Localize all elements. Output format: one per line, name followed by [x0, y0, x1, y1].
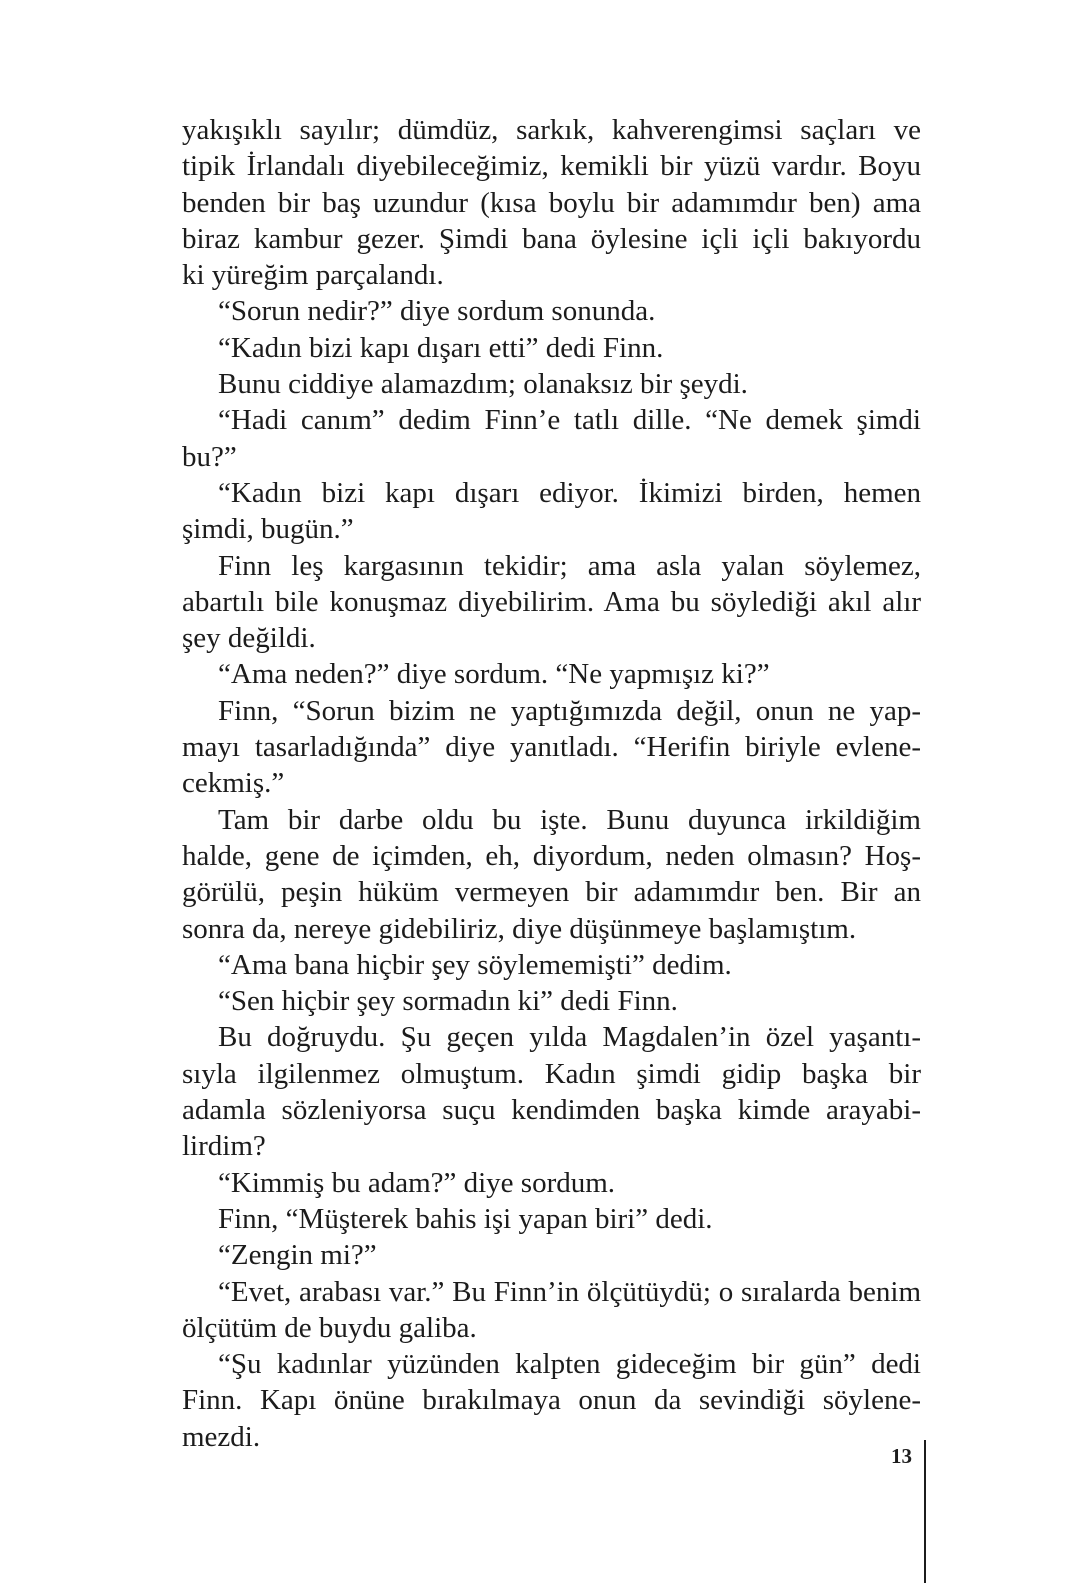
text-line: lirdim?: [182, 1130, 266, 1163]
text-line: Finn leş kargasının tekidir; ama asla yalan söylemez,: [218, 549, 921, 582]
text-line: abartılı bile konuşmaz diyebilirim. Ama bu söylediği akıl alır: [182, 585, 921, 618]
text-line: sıyla ilgilenmez olmuştum. Kadın şimdi gidip başka bir: [182, 1057, 921, 1090]
text-line: Bunu ciddiye alamazdım; olanaksız bir şeydi.: [218, 368, 748, 401]
text-line: şey değildi.: [182, 622, 316, 655]
text-line: “Şu kadınlar yüzünden kalpten gideceğim bir gün” dedi: [218, 1348, 921, 1381]
footer-vertical-rule: [924, 1440, 926, 1583]
text-line: biraz kambur gezer. Şimdi bana öylesine içli içli bakıyordu: [182, 222, 921, 255]
text-line: mayı tasarladığında” diye yanıtladı. “Herifin biriyle evlene-: [182, 731, 921, 764]
text-line: “Ama neden?” diye sordum. “Ne yapmışız ki?”: [218, 658, 770, 691]
text-line: görülü, peşin hüküm vermeyen bir adamımdır ben. Bir an: [182, 876, 921, 909]
text-line: “Zengin mi?”: [218, 1239, 377, 1272]
text-line: “Hadi canım” dedim Finn’e tatlı dille. “Ne demek şimdi: [218, 404, 921, 437]
text-line: “Ama bana hiçbir şey söylememişti” dedim.: [218, 948, 732, 981]
text-line: mezdi.: [182, 1420, 261, 1453]
text-line: adamla sözleniyorsa suçu kendimden başka kimde arayabi-: [182, 1094, 921, 1127]
page-body-text: [182, 112, 921, 1455]
text-line: “Evet, arabası var.” Bu Finn’in ölçütüydü; o sıralarda benim: [218, 1275, 921, 1308]
text-line: Tam bir darbe oldu bu işte. Bunu duyunca irkildiğim: [218, 803, 921, 836]
text-line: Finn, “Sorun bizim ne yaptığımızda değil, onun ne yap-: [218, 694, 921, 727]
text-line: bu?”: [182, 440, 237, 473]
text-line: Bu doğruydu. Şu geçen yılda Magdalen’in özel yaşantı-: [218, 1021, 921, 1054]
text-line: yakışıklı sayılır; dümdüz, sarkık, kahverengimsi saçları ve: [182, 114, 921, 146]
text-line: halde, gene de içimden, eh, diyordum, neden olmasın? Hoş-: [182, 839, 921, 872]
text-line: “Kadın bizi kapı dışarı ediyor. İkimizi birden, hemen: [218, 476, 921, 509]
text-line: “Kimmiş bu adam?” diye sordum.: [218, 1166, 616, 1199]
text-line: sonra da, nereye gidebiliriz, diye düşünmeye başlamıştım.: [182, 912, 857, 945]
text-line: Finn, “Müşterek bahis işi yapan biri” dedi.: [218, 1202, 713, 1235]
text-line: “Kadın bizi kapı dışarı etti” dedi Finn.: [218, 331, 664, 364]
text-line: “Sen hiçbir şey sormadın ki” dedi Finn.: [218, 985, 678, 1018]
text-line: cekmiş.”: [182, 767, 285, 800]
text-line: “Sorun nedir?” diye sordum sonunda.: [218, 295, 656, 328]
text-line: Finn. Kapı önüne bırakılmaya onun da sevindiği söylene-: [182, 1384, 921, 1417]
text-line: ölçütüm de buydu galiba.: [182, 1311, 477, 1344]
text-line: ki yüreğim parçalandı.: [182, 259, 444, 292]
text-line: benden bir baş uzundur (kısa boylu bir adamımdır ben) ama: [182, 186, 921, 219]
page-number: 13: [891, 1444, 912, 1468]
text-line: şimdi, bugün.”: [182, 513, 354, 546]
text-line: tipik İrlandalı diyebileceğimiz, kemikli bir yüzü vardır. Boyu: [182, 150, 921, 183]
